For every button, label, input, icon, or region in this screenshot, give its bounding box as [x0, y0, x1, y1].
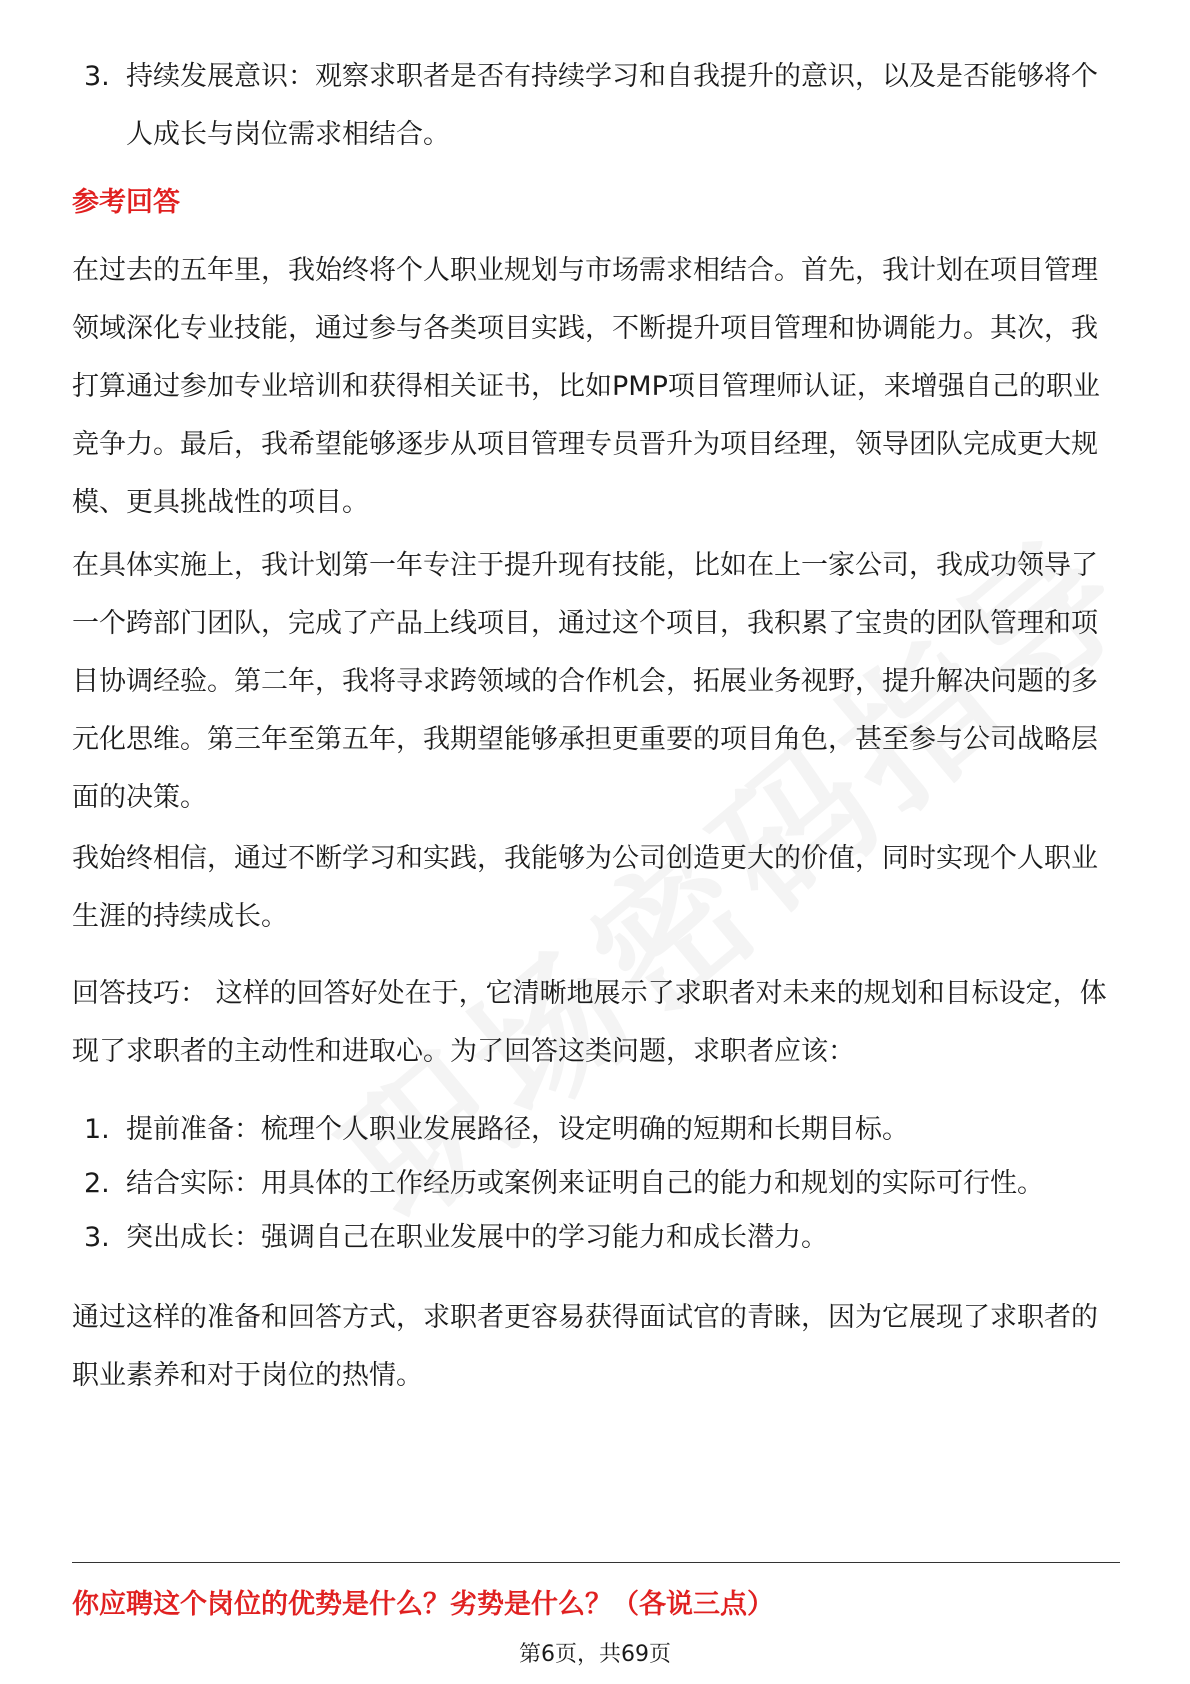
list-number: 1. — [84, 1114, 110, 1145]
list-text: 持续发展意识：观察求职者是否有持续学习和自我提升的意识，以及是否能够将个人成长与岗位需求相结合。 — [126, 61, 1098, 150]
list-number: 3. — [84, 1222, 110, 1253]
page-number-footer: 第6页，共69页 — [519, 1642, 671, 1667]
answer-paragraph-1: 在过去的五年里，我始终将个人职业规划与市场需求相结合。首先，我计划在项目管理领域深化专业技能，通过参与各类项目实践，不断提升项目管理和协调能力。其次，我打算通过参加专业培训和获得相关证书，比如PMP项目管理师认证，来增强自己的职业竞争力。最后，我希望能够逐步从项目管理专员晋升为项目经理，领导团队完成更大规模、更具挑战性的项目。 — [72, 255, 1100, 518]
tips-paragraph: 回答技巧： 这样的回答好处在于，它清晰地展示了求职者对未来的规划和目标设定，体现了求职者的主动性和进取心。为了回答这类问题，求职者应该： — [72, 978, 1107, 1067]
section-divider — [72, 1562, 1120, 1563]
list-text: 提前准备：梳理个人职业发展路径，设定明确的短期和长期目标。 — [126, 1114, 909, 1145]
list-text: 突出成长：强调自己在职业发展中的学习能力和成长潜力。 — [126, 1222, 828, 1253]
answer-paragraph-2: 在具体实施上，我计划第一年专注于提升现有技能，比如在上一家公司，我成功领导了一个跨部门团队，完成了产品上线项目，通过这个项目，我积累了宝贵的团队管理和项目协调经验。第二年，我将寻求跨领域的合作机会，拓展业务视野，提升解决问题的多元化思维。第三年至第五年，我期望能够承担更重要的项目角色，甚至参与公司战略层面的决策。 — [72, 550, 1098, 813]
tips-list-item-1 — [84, 1101, 1120, 1159]
closing-paragraph: 通过这样的准备和回答方式，求职者更容易获得面试官的青睐，因为它展现了求职者的职业素养和对于岗位的热情。 — [72, 1302, 1098, 1391]
list-number: 3. — [84, 61, 110, 92]
tips-list-item-2 — [84, 1155, 1120, 1213]
list-number: 2. — [84, 1168, 110, 1199]
tips-list-item-3 — [84, 1209, 1120, 1267]
list-text: 结合实际：用具体的工作经历或案例来证明自己的能力和规划的实际可行性。 — [126, 1168, 1044, 1199]
intro-list-item — [84, 48, 1120, 164]
next-question-heading: 你应聘这个岗位的优势是什么？劣势是什么？（各说三点） — [72, 1589, 774, 1620]
answer-paragraph-3: 我始终相信，通过不断学习和实践，我能够为公司创造更大的价值，同时实现个人职业生涯的持续成长。 — [72, 843, 1098, 932]
answer-heading: 参考回答 — [72, 187, 180, 218]
